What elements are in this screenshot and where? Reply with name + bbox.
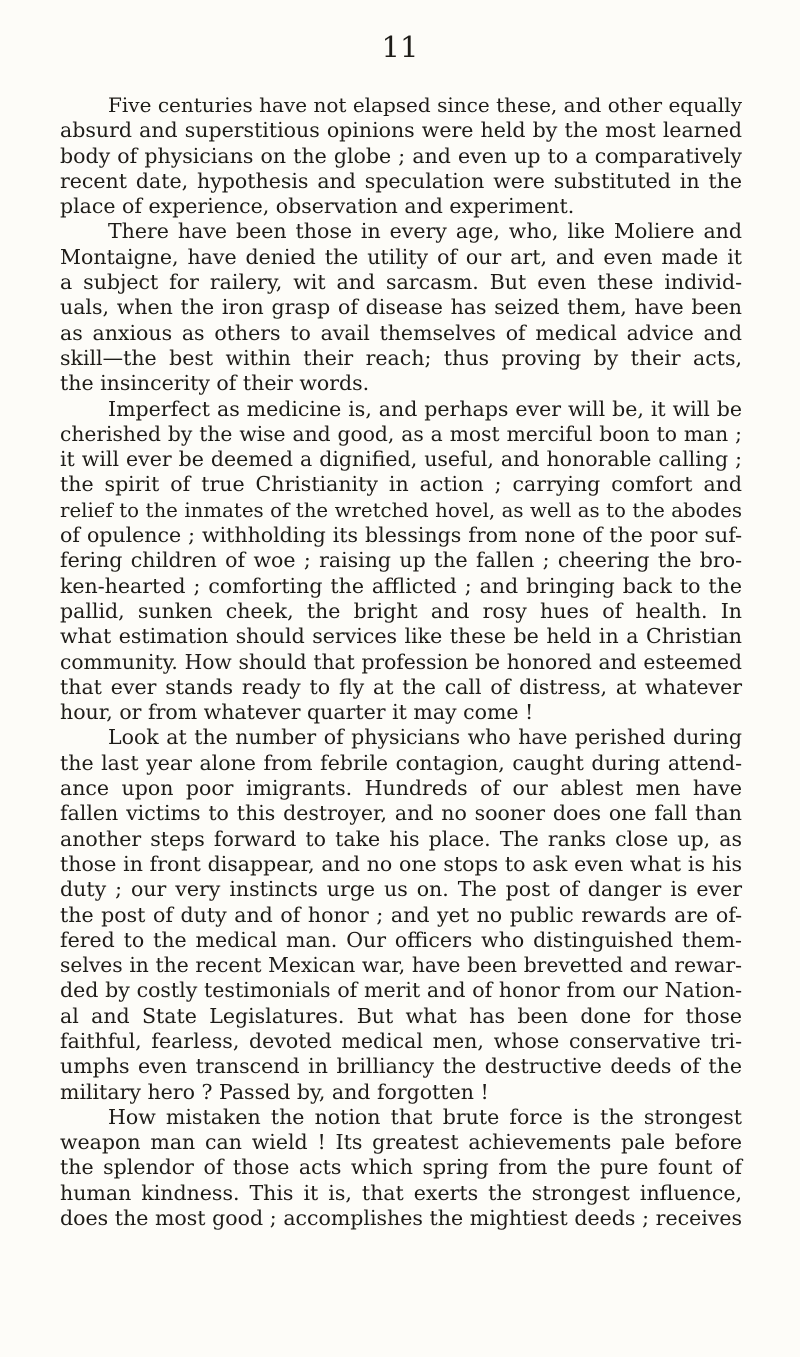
text-line: ken-hearted ; comforting the afflicted ; and bringing back to the (60, 573, 742, 598)
text-line: hour, or from whatever quarter it may come ! (60, 700, 534, 725)
text-line: How mistaken the notion that brute force is the strongest (108, 1104, 742, 1129)
text-line: weapon man can wield ! Its greatest achievements pale before (60, 1130, 742, 1155)
text-line: Five centuries have not elapsed since these, and other equally (108, 93, 742, 117)
text-line: another steps forward to take his place. The ranks close up, as (60, 826, 742, 851)
text-line: faithful, fearless, devoted medical men, whose conservative tri- (60, 1028, 742, 1053)
text-line: al and State Legislatures. But what has been done for those (60, 1003, 742, 1028)
text-line: what estimation should services like these be held in a Christian (60, 624, 742, 649)
text-line: fered to the medical man. Our officers who distinguished them- (60, 927, 742, 952)
text-line: community. How should that profession be honored and esteemed (60, 649, 742, 674)
text-line: the insincerity of their words. (60, 371, 370, 396)
text-line: relief to the inmates of the wretched hovel, as well as to the abodes (60, 498, 742, 522)
text-line: Montaigne, have denied the utility of our art, and even made it (60, 244, 742, 269)
text-line: the last year alone from febrile contagion, caught during attend- (60, 750, 742, 775)
text-line: duty ; our very instincts urge us on. The post of danger is ever (60, 877, 742, 902)
text-line: a subject for railery, wit and sarcasm. But even these individ- (60, 270, 742, 295)
text-line: military hero ? Passed by, and forgotten ! (60, 1079, 489, 1104)
text-line: absurd and superstitious opinions were held by the most learned (60, 118, 742, 143)
text-line: Imperfect as medicine is, and perhaps ever will be, it will be (108, 396, 742, 421)
text-line: of opulence ; withholding its blessings from none of the poor suf- (60, 523, 742, 548)
text-line: pallid, sunken cheek, the bright and rosy hues of health. In (60, 598, 742, 623)
text-line: as anxious as others to avail themselves of medical advice and (60, 320, 742, 345)
text-line: does the most good ; accomplishes the mightiest deeds ; receives (60, 1206, 742, 1231)
text-line: ance upon poor imigrants. Hundreds of our ablest men have (60, 776, 742, 801)
body-text (60, 93, 742, 1231)
text-line: uals, when the iron grasp of disease has seized them, have been (60, 295, 742, 320)
text-line: that ever stands ready to fly at the call of distress, at whatever (60, 674, 742, 699)
text-line: the spirit of true Christianity in action ; carrying comfort and (60, 472, 742, 497)
page-number: 11 (381, 30, 419, 64)
text-line: body of physicians on the globe ; and even up to a comparatively (60, 143, 742, 168)
text-line: fallen victims to this destroyer, and no sooner does one fall than (60, 801, 742, 826)
text-line: human kindness. This it is, that exerts the strongest influence, (60, 1180, 742, 1205)
text-line: recent date, hypothesis and speculation were substituted in the (60, 168, 742, 193)
text-line: the post of duty and of honor ; and yet no public rewards are of- (60, 902, 742, 927)
text-line: those in front disappear, and no one stops to ask even what is his (60, 851, 742, 876)
text-line: umphs even transcend in brilliancy the destructive deeds of the (60, 1054, 742, 1079)
text-line: cherished by the wise and good, as a most merciful boon to man ; (60, 421, 742, 446)
text-line: ded by costly testimonials of merit and of honor from our Nation- (60, 978, 742, 1003)
text-line: Look at the number of physicians who have perished during (108, 725, 742, 750)
text-line: it will ever be deemed a dignified, useful, and honorable calling ; (60, 447, 742, 472)
text-line: selves in the recent Mexican war, have been brevetted and rewar- (60, 953, 742, 978)
text-line: There have been those in every age, who, like Moliere and (108, 219, 742, 244)
text-line: skill—the best within their reach; thus proving by their acts, (60, 345, 742, 370)
text-line: fering children of woe ; raising up the fallen ; cheering the bro- (60, 548, 742, 573)
text-line: place of experience, observation and experiment. (60, 194, 575, 219)
text-line: the splendor of those acts which spring from the pure fount of (60, 1155, 742, 1180)
